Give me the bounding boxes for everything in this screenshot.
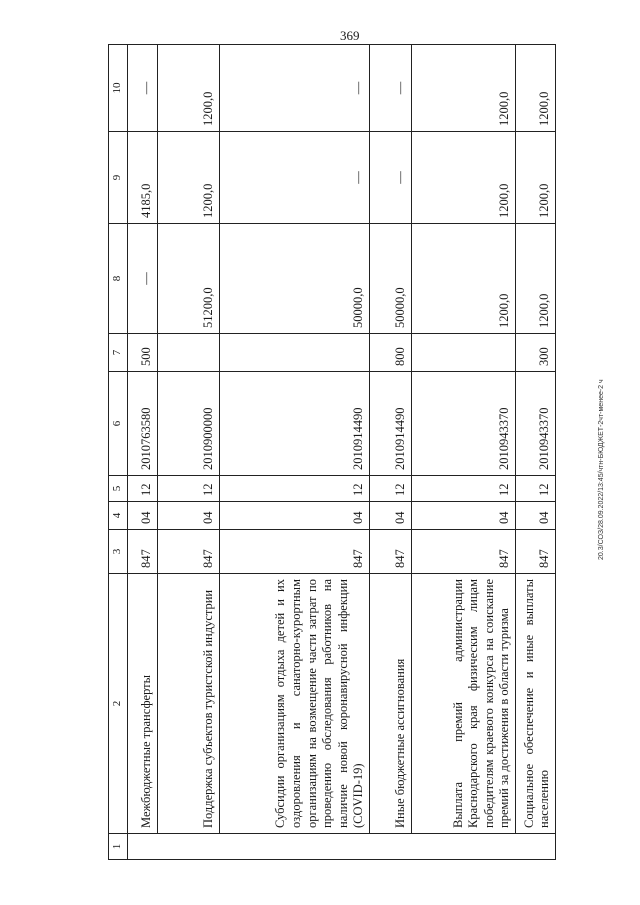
cell-c7 bbox=[412, 334, 516, 372]
table-row bbox=[220, 45, 370, 860]
cell-c9: — bbox=[370, 132, 412, 224]
cell-c6: 2010900000 bbox=[158, 372, 220, 476]
cell-c8: — bbox=[128, 224, 158, 334]
cell-c4: 04 bbox=[412, 502, 516, 530]
cell-c3: 847 bbox=[412, 530, 516, 574]
cell-c10: — bbox=[370, 45, 412, 132]
header-cell: 3 bbox=[109, 530, 128, 574]
cell-c10: 1200,0 bbox=[412, 45, 516, 132]
cell-c5: 12 bbox=[370, 476, 412, 502]
cell-c5: 12 bbox=[516, 476, 556, 502]
side-note: 20.3/СОЗ/28.09.2022/13:45/чтн-БЮДЖЕТ-2чт-менее-2 ч bbox=[598, 379, 605, 560]
cell-c8: 1200,0 bbox=[412, 224, 516, 334]
cell-c5: 12 bbox=[220, 476, 370, 502]
cell-c5: 12 bbox=[128, 476, 158, 502]
header-cell: 1 bbox=[109, 834, 128, 860]
cell-c6: 2010943370 bbox=[516, 372, 556, 476]
cell-c5: 12 bbox=[158, 476, 220, 502]
row-description: Выплата премий администрации Краснодарского края физическим лицам победителям краевого конкурса на соискание премий за достижения в области туризма bbox=[412, 574, 516, 834]
cell-c6: 2010914490 bbox=[370, 372, 412, 476]
cell-c7: 300 bbox=[516, 334, 556, 372]
row-description: Межбюджетные трансферты bbox=[128, 574, 158, 834]
cell-c4: 04 bbox=[158, 502, 220, 530]
header-cell: 7 bbox=[109, 334, 128, 372]
cell-c10: 1200,0 bbox=[516, 45, 556, 132]
cell-c9: 1200,0 bbox=[516, 132, 556, 224]
row-description: Социальное обеспечение и иные выплаты населению bbox=[516, 574, 556, 834]
header-row bbox=[109, 45, 128, 860]
cell-c3: 847 bbox=[128, 530, 158, 574]
header-cell: 10 bbox=[109, 45, 128, 132]
cell-c8: 50000,0 bbox=[370, 224, 412, 334]
first-column-cell bbox=[128, 834, 556, 860]
cell-c10: 1200,0 bbox=[158, 45, 220, 132]
budget-table-wrapper bbox=[108, 45, 554, 860]
cell-c7 bbox=[220, 334, 370, 372]
table-row bbox=[370, 45, 412, 860]
cell-c7 bbox=[158, 334, 220, 372]
cell-c9: — bbox=[220, 132, 370, 224]
page-number: 369 bbox=[340, 28, 360, 43]
cell-c8: 50000,0 bbox=[220, 224, 370, 334]
cell-c9: 1200,0 bbox=[158, 132, 220, 224]
cell-c6: 2010943370 bbox=[412, 372, 516, 476]
cell-c7: 800 bbox=[370, 334, 412, 372]
cell-c9: 1200,0 bbox=[412, 132, 516, 224]
cell-c3: 847 bbox=[516, 530, 556, 574]
cell-c3: 847 bbox=[220, 530, 370, 574]
header-cell: 9 bbox=[109, 132, 128, 224]
header-cell: 8 bbox=[109, 224, 128, 334]
cell-c10: — bbox=[128, 45, 158, 132]
row-description: Субсидии организациям отдыха детей и их оздоровления и санаторно-курортным организациям на возмещение части затрат по проведению обследования работников на наличие новой коронавирусной инфекции (COVID-19) bbox=[220, 574, 370, 834]
row-description: Поддержка субъектов туристской индустрии bbox=[158, 574, 220, 834]
cell-c10: — bbox=[220, 45, 370, 132]
table-row bbox=[158, 45, 220, 860]
cell-c4: 04 bbox=[220, 502, 370, 530]
header-cell: 4 bbox=[109, 502, 128, 530]
cell-c6: 2010763580 bbox=[128, 372, 158, 476]
budget-table bbox=[108, 44, 556, 860]
table-row bbox=[516, 45, 556, 860]
row-description: Иные бюджетные ассигнования bbox=[370, 574, 412, 834]
cell-c3: 847 bbox=[158, 530, 220, 574]
cell-c8: 51200,0 bbox=[158, 224, 220, 334]
cell-c3: 847 bbox=[370, 530, 412, 574]
cell-c7: 500 bbox=[128, 334, 158, 372]
table-row bbox=[128, 45, 158, 860]
header-cell: 6 bbox=[109, 372, 128, 476]
cell-c5: 12 bbox=[412, 476, 516, 502]
table-row bbox=[412, 45, 516, 860]
cell-c4: 04 bbox=[370, 502, 412, 530]
cell-c4: 04 bbox=[516, 502, 556, 530]
cell-c6: 2010914490 bbox=[220, 372, 370, 476]
header-cell: 5 bbox=[109, 476, 128, 502]
header-cell: 2 bbox=[109, 574, 128, 834]
cell-c9: 4185,0 bbox=[128, 132, 158, 224]
cell-c8: 1200,0 bbox=[516, 224, 556, 334]
cell-c4: 04 bbox=[128, 502, 158, 530]
